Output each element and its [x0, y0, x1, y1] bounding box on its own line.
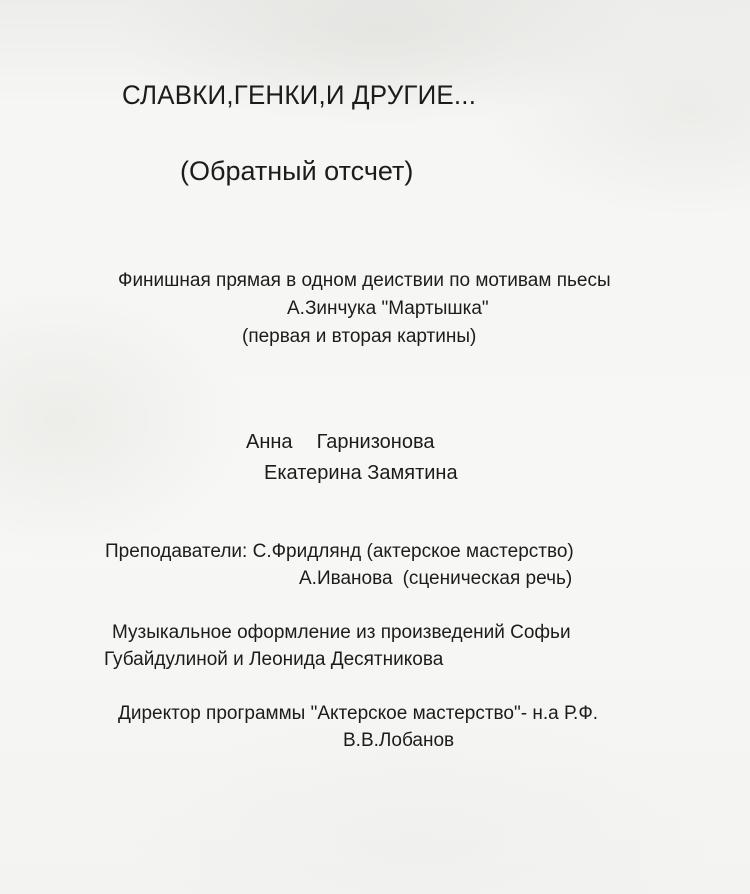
director-line-2: В.В.Лобанов: [343, 730, 455, 751]
music-line-2: Губайдулиной и Леонида Десятникова: [104, 649, 444, 670]
description-line-2: А.Зинчука "Мартышка": [287, 298, 489, 319]
teacher-2-role: (сценическая речь): [402, 568, 573, 589]
performer-1-first-name: Анна: [246, 431, 293, 453]
description-line-3: (первая и вторая картины): [242, 326, 477, 347]
performer-2: Екатерина Замятина: [264, 462, 458, 484]
teachers-line-2: [299, 569, 572, 588]
director-line-1: Директор программы "Актерское мастерство"- н.а Р.Ф.: [118, 703, 599, 724]
document-subtitle: (Обратный отсчет): [180, 156, 414, 186]
description-line-1: Финишная прямая в одном деиствии по мотивам пьесы: [118, 270, 611, 291]
teacher-2-name: А.Иванова: [299, 568, 393, 589]
performer-1-surname: Гарнизонова: [316, 431, 435, 453]
music-line-1: Музыкальное оформление из произведений Софьи: [112, 622, 571, 643]
teachers-line-1: Преподаватели: С.Фридлянд (актерское мастерство): [105, 541, 574, 562]
document-title: СЛАВКИ,ГЕНКИ,И ДРУГИЕ...: [122, 80, 477, 110]
performer-1: [246, 432, 435, 452]
